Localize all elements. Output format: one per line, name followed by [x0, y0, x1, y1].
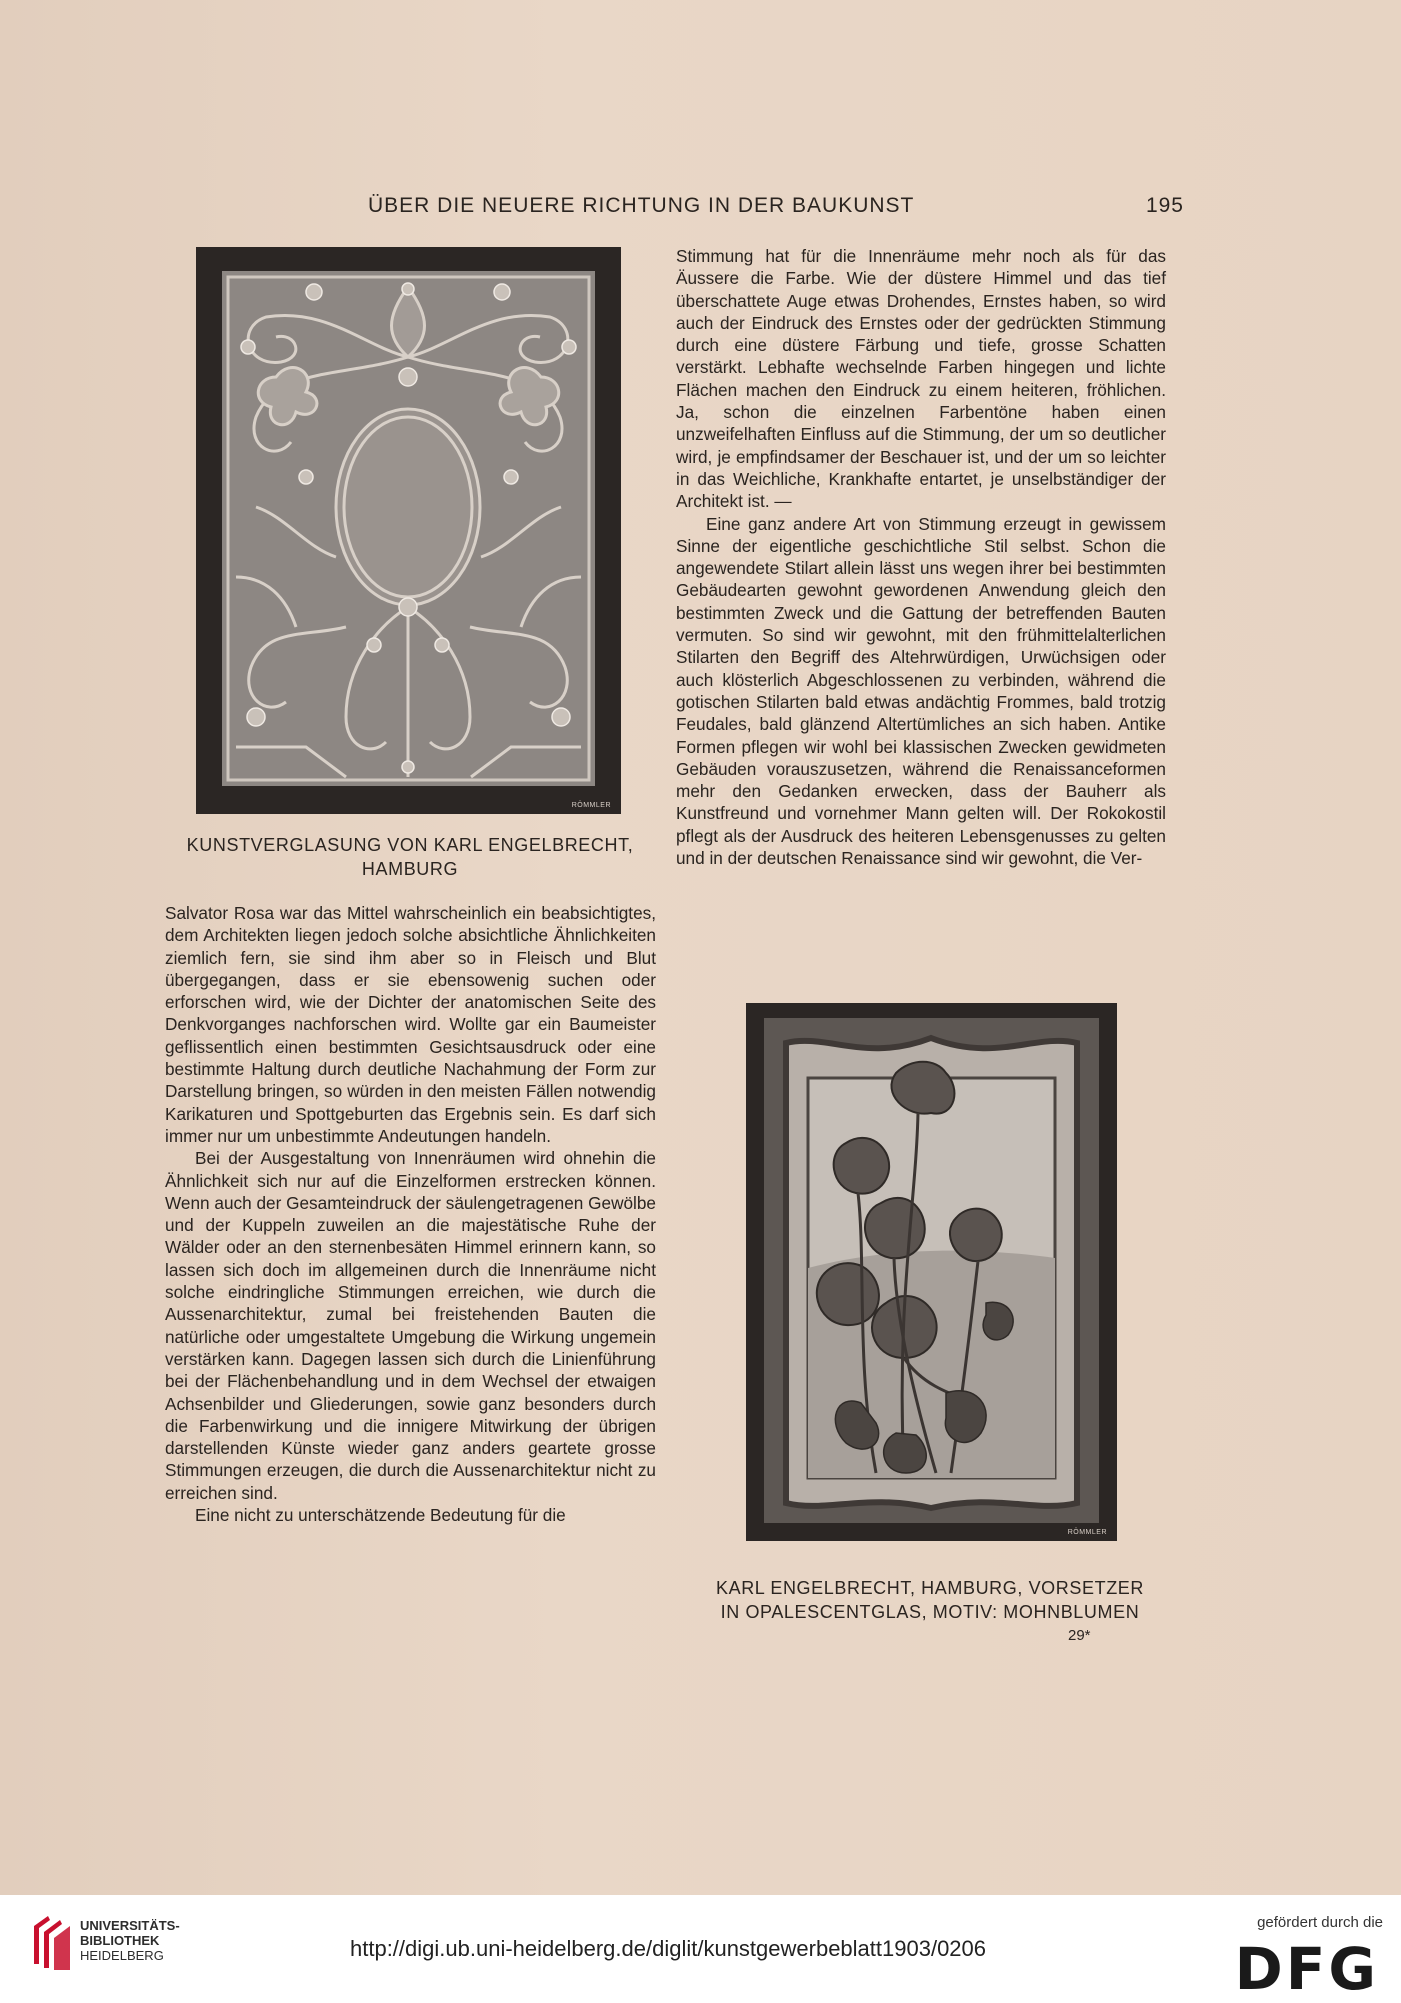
figure1-caption-line2: HAMBURG — [361, 859, 459, 879]
running-header — [154, 194, 1184, 224]
stained-glass-illustration — [196, 247, 621, 814]
poppy-glass-figure — [746, 1003, 1117, 1541]
paragraph: Bei der Ausgestaltung von Innenräumen wird ohnehin die Ähnlichkeit sich nur auf die Einzelformen erstrecken können. Wenn auch der Gesamteindruck der säulengetragenen Gewölbe und der Kuppeln zuweilen an die majestätische Ruhe der Wälder oder an den sternenbesäten Himmel erinnern kann, so lassen sich doch im allgemeinen durch die Innenräume nicht solche eindringliche Stimmungen erreichen, wie durch die Aussenarchitektur, zumal bei freistehenden Bauten die natürliche oder umgestaltete Umgebung die Wirkung ungemein verstärken kann. Dagegen lassen sich durch die Linienführung bei der Flächenbehandlung und in dem Wechsel der etwaigen Achsenbilder und Gliederungen, sowie ganz besonders durch die Farbenwirkung und die innigere Mitwirkung der übrigen darstellenden Künste wieder ganz anders geartete grosse Stimmungen erzeugen, die durch die Aussenarchitektur nicht zu erreichen sind. — [165, 1148, 656, 1503]
university-library-name[interactable] — [80, 1918, 180, 1963]
figure1-caption — [160, 833, 660, 881]
funding-label: gefördert durch die — [1257, 1914, 1383, 1931]
university-library-logo-icon — [30, 1912, 74, 1972]
running-title: ÜBER DIE NEUERE RICHTUNG IN DER BAUKUNST — [368, 194, 915, 217]
dfg-logo[interactable]: DFG — [1234, 1935, 1379, 2003]
paragraph: Eine ganz andere Art von Stimmung erzeugt in gewissem Sinne der eigentliche geschichtliche Stil selbst. Schon die angewendete Stilart allein lässt uns wegen ihrer bei bestimmten Gebäudearten gewohnt gewordenen Anwendung gleich den bestimmten Zweck und die Gattung der betreffenden Bauten vermuten. So sind wir gewohnt, mit den frühmittelalterlichen Stilarten den Begriff des Altehrwürdigen, Urwüchsigen oder auch klösterlich Abgeschlossenen zu verbinden, während die gotischen Stilarten bald etwas andächtig Frommes, bald trotzig Feudales, bald glänzend Altertümliches an sich haben. Antike Formen pflegen wir wohl bei klassischen Zwecken gewidmeten Gebäuden vorauszusetzen, während die Renaissanceformen mehr den Gedanken erwecken, dass der Bauherr als Kunstfreund und vornehmer Mann gelten will. Der Rokokostil pflegt als der Ausdruck des heiteren Lebensgenusses zu gelten und in der deutschen Renaissance sind wir gewohnt, die Ver- — [676, 513, 1166, 869]
library-name-line1: UNIVERSITÄTS- — [80, 1918, 180, 1933]
permalink-url[interactable]: http://digi.ub.uni-heidelberg.de/diglit/kunstgewerbeblatt1903/0206 — [350, 1936, 987, 1961]
figure2-caption-line2: IN OPALESCENTGLAS, MOTIV: MOHNBLUMEN — [720, 1602, 1140, 1622]
left-text-column — [165, 902, 656, 1526]
library-name-line3: HEIDELBERG — [80, 1948, 164, 1963]
paragraph: Salvator Rosa war das Mittel wahrscheinlich ein beabsichtigtes, dem Architekten liegen jedoch solche absichtliche Ähnlichkeiten ziemlich fern, sie sind ihm aber so in Fleisch und Blut übergegangen, dass er sie ebensowenig suchen oder erforschen wird, wie der Dichter der anatomischen Seite des Denkvorganges nachforschen wird. Wollte gar ein Baumeister geflissentlich einen bestimmten Gesichtsausdruck oder eine bestimmte Haltung durch deutliche Nachahmung der Form zur Darstellung bringen, so würden in den meisten Fällen notwendig Karikaturen und Spottgeburten das Ergebnis sein. Es darf sich immer nur um unbestimmte Andeutungen handeln. — [165, 903, 656, 1146]
poppy-glass-illustration — [746, 1003, 1117, 1541]
figure1-caption-line1: KUNSTVERGLASUNG VON KARL ENGELBRECHT, — [186, 835, 634, 855]
figure2-caption-line1: KARL ENGELBRECHT, HAMBURG, VORSETZER — [715, 1578, 1144, 1598]
paragraph: Eine nicht zu unterschätzende Bedeutung für die — [195, 1505, 566, 1526]
right-text-column — [676, 245, 1166, 869]
library-name-line2: BIBLIOTHEK — [80, 1933, 160, 1948]
sheet-signature-number: 29* — [1068, 1627, 1091, 1644]
engraver-signature-2: RÖMMLER — [1067, 1529, 1107, 1536]
engraver-signature: RÖMMLER — [571, 802, 611, 809]
stained-glass-figure — [196, 247, 621, 814]
figure2-caption — [700, 1576, 1160, 1624]
paragraph: Stimmung hat für die Innenräume mehr noch als für das Äussere die Farbe. Wie der düstere Himmel und das tief überschattete Auge etwas Drohendes, Ernstes haben, so wird auch der Eindruck des Ernstes oder der gedrückten Stimmung durch eine düstere Färbung und tiefe, grosse Schatten verstärkt. Lebhafte wechselnde Farben hingegen und lichte Flächen machen den Eindruck zu einem heiteren, fröhlichen. Ja, schon die einzelnen Farbentöne haben einen unzweifelhaften Einfluss auf die Stimmung, der um so deutlicher wird, je empfindsamer der Beschauer ist, und der um so leichter in das Weichliche, Krankhafte entartet, je unselbständiger der Architekt ist. — — [676, 246, 1166, 512]
page-number: 195 — [1145, 194, 1184, 217]
